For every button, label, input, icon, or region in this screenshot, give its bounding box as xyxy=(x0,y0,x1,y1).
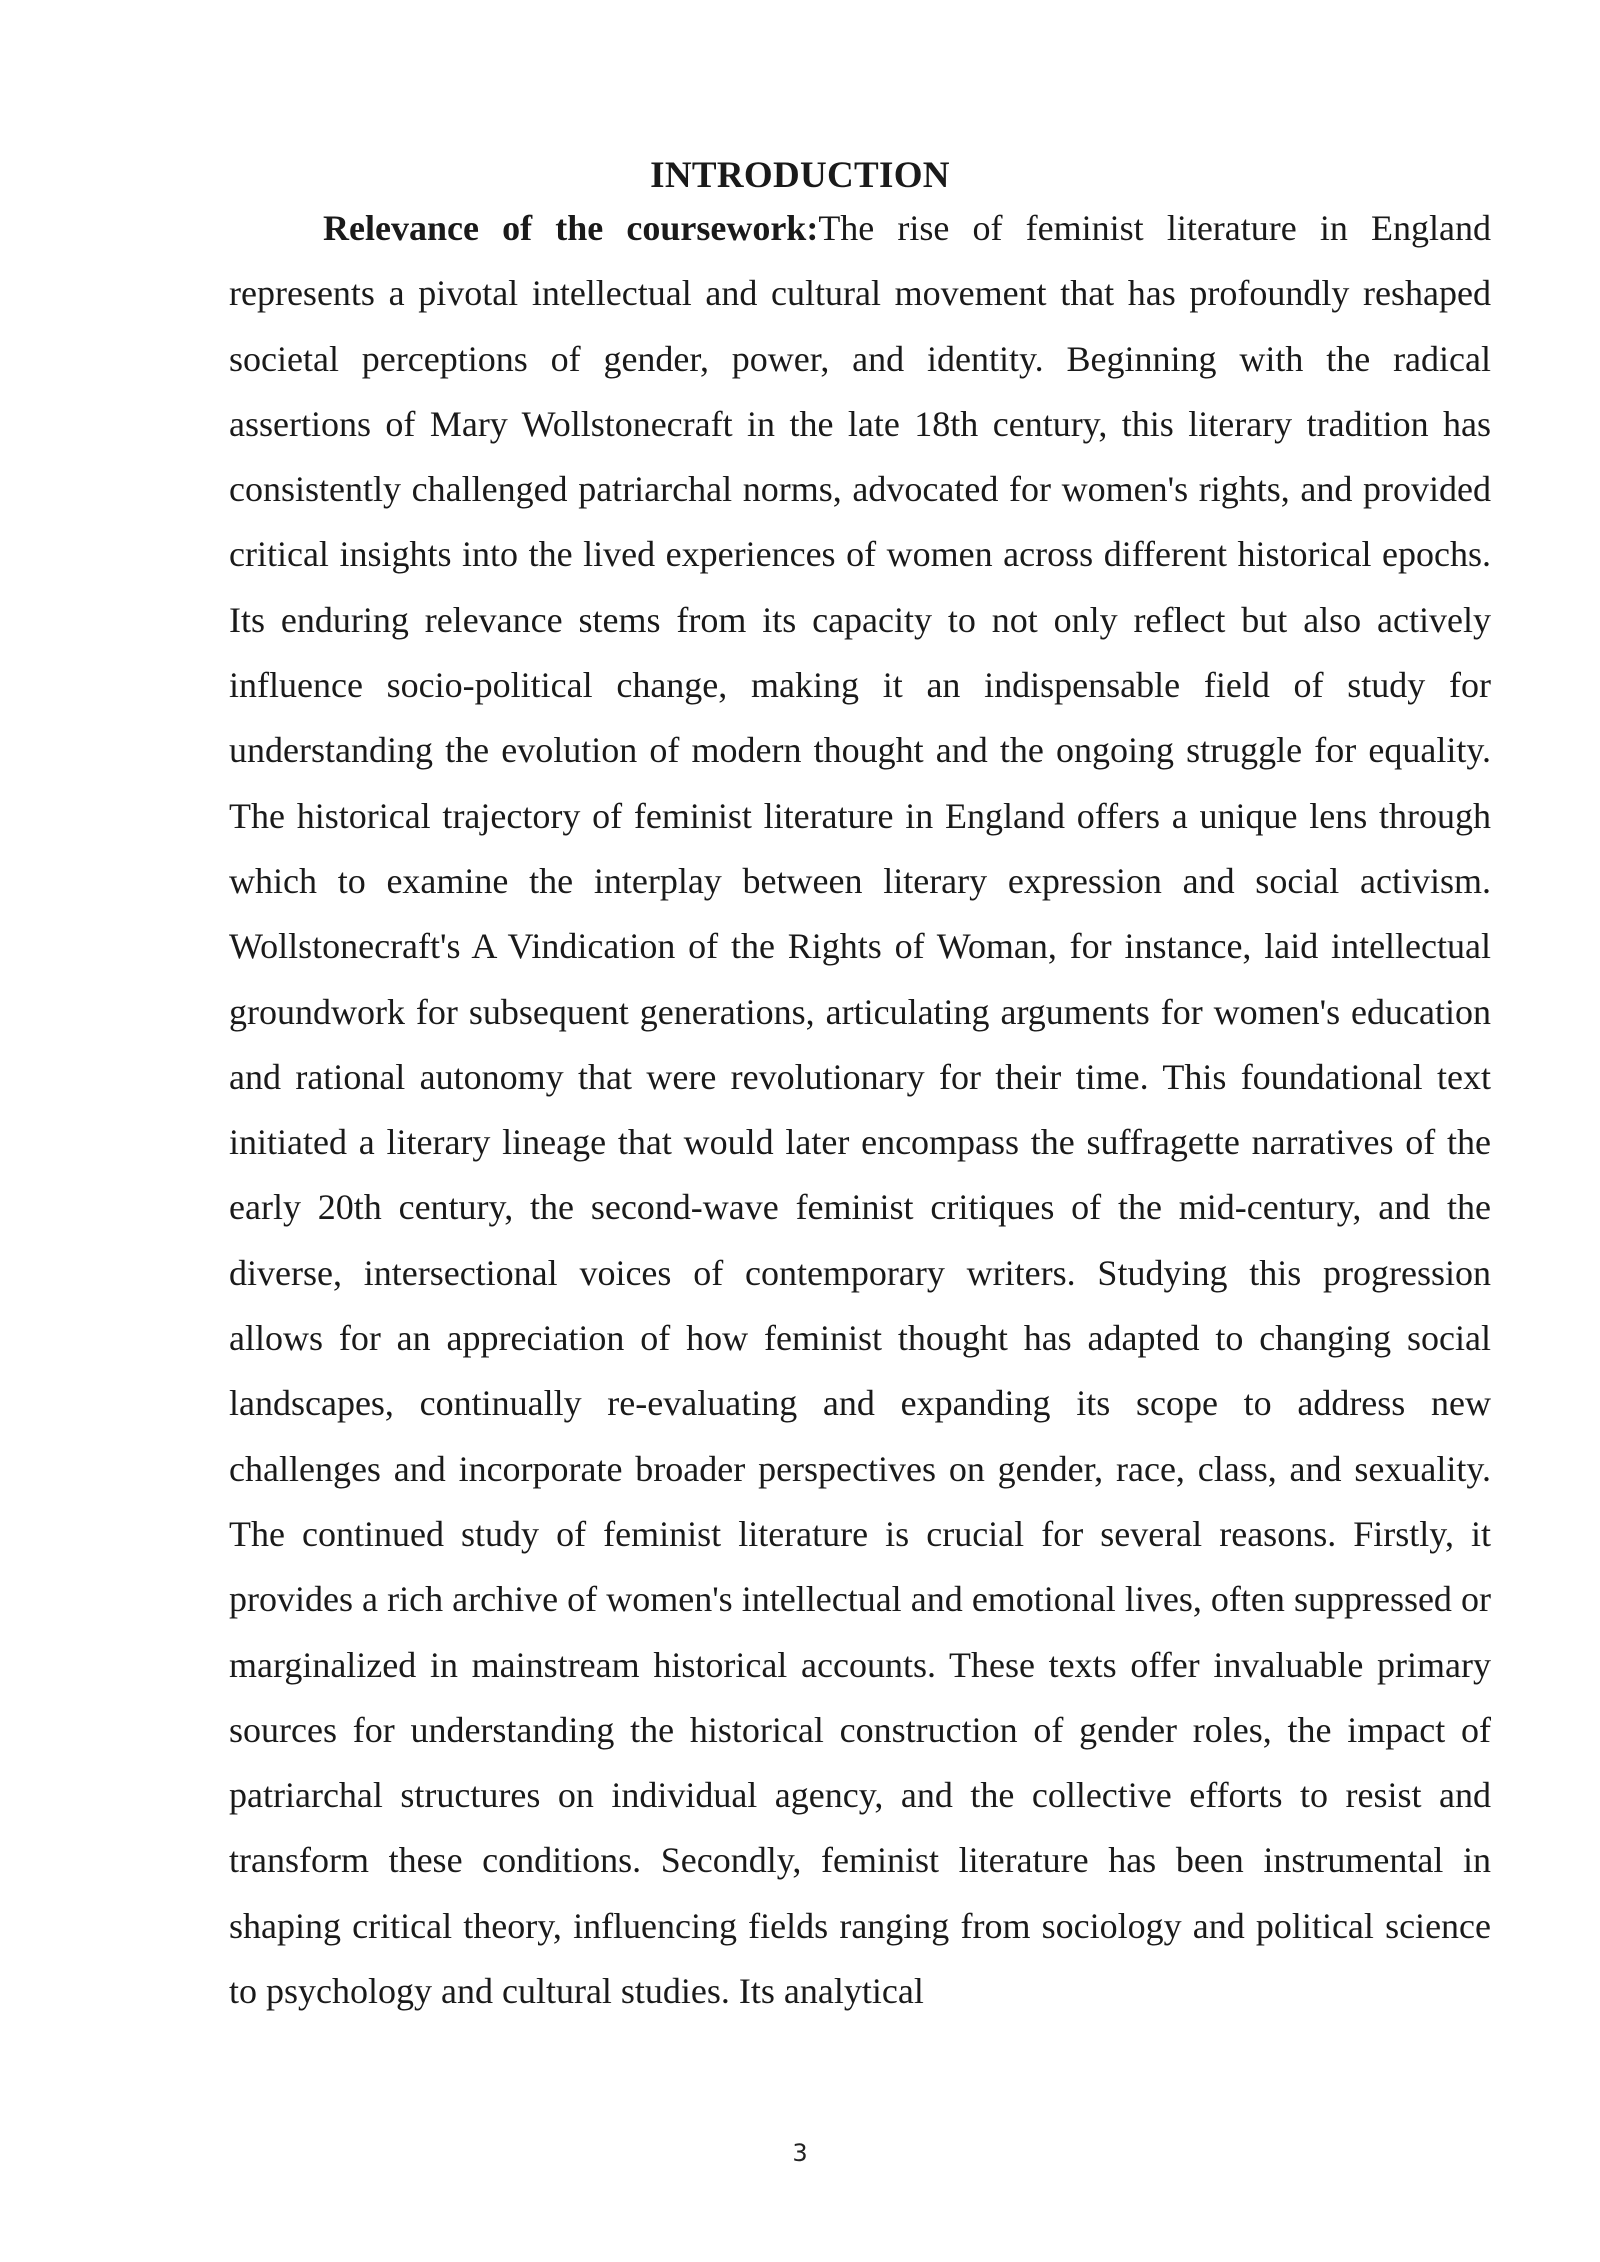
page-number: 3 xyxy=(792,2139,808,2167)
paragraph-text: The rise of feminist literature in England represents a pivotal intellectual and cultural movement that has profoundly reshaped societal perceptions of gender, power, and identity. Beginning with the radical assertions of Mary Wollstonecraft in the late 18th century, this literary tradition has consistently challenged patriarchal norms, advocated for women's rights, and provided critical insights into the lived experiences of women across different historical epochs. Its enduring relevance stems from its capacity to not only reflect but also actively influence socio-political change, making it an indispensable field of study for understanding the evolution of modern thought and the ongoing struggle for equality. The historical trajectory of feminist literature in England offers a unique lens through which to examine the interplay between literary expression and social activism. Wollstonecraft's A Vindication of the Rights of Woman, for instance, laid intellectual groundwork for subsequent generations, articulating arguments for women's education and rational autonomy that were revolutionary for their time. This foundational text initiated a literary lineage that would later encompass the suffragette narratives of the early 20th century, the second-wave feminist critiques of the mid-century, and the diverse, intersectional voices of contemporary writers. Studying this progression allows for an appreciation of how feminist thought has adapted to changing social landscapes, continually re-evaluating and expanding its scope to address new challenges and incorporate broader perspectives on gender, race, class, and sexuality. The continued study of feminist literature is crucial for several reasons. Firstly, it provides a rich archive of women's intellectual and emotional lives, often suppressed or marginalized in mainstream historical accounts. These texts offer invaluable primary sources for understanding the historical construction of gender roles, the impact of patriarchal structures on individual agency, and the collective efforts to resist and transform these conditions. Secondly, feminist literature has been instrumental in shaping critical theory, influencing fields ranging from sociology and political science to psychology and cultural studies. Its analytical xyxy=(229,208,1491,2012)
body-paragraph xyxy=(229,196,1491,2024)
section-heading: INTRODUCTION xyxy=(650,155,950,196)
paragraph-lead: Relevance of the coursework: xyxy=(323,208,819,248)
